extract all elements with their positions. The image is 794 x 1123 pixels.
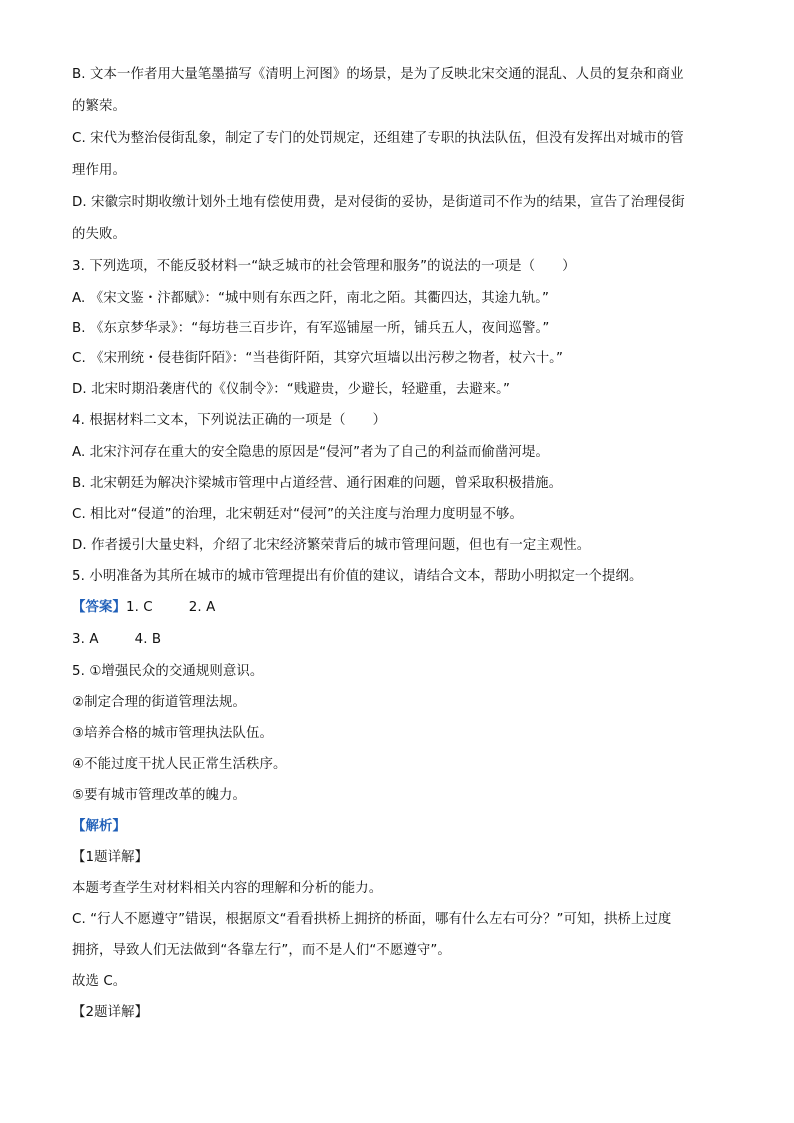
q3-option-a: A. 《宋文鉴・汴都赋》：“城中则有东西之阡，南北之陌。其衢四达，其途九轨。” — [72, 291, 550, 306]
answer-row-1 — [72, 599, 215, 617]
detail-1-line-3: 拥挤，导致人们无法做到“各靠左行”，而不是人们“不愿遵守”。 — [72, 943, 451, 958]
analysis-label: 【解析】 — [72, 819, 126, 834]
q4-option-d: D. 作者援引大量史料，介绍了北宋经济繁荣背后的城市管理问题，但也有一定主观性。 — [72, 538, 591, 553]
option-d-line-1: D. 宋徽宗时期收缴计划外土地有偿使用费，是对侵街的妥协，是街道司不作为的结果，宣告了治理侵街 — [72, 195, 685, 210]
question-3: 3. 下列选项，不能反驳材料一“缺乏城市的社会管理和服务”的说法的一项是（ ） — [72, 259, 576, 274]
detail-1-line-4: 故选 C。 — [72, 974, 127, 989]
answer-label: 【答案】 — [72, 600, 126, 615]
answer-row-2 — [72, 631, 161, 649]
answer-q5-item-4: ④不能过度干扰人民正常生活秩序。 — [72, 757, 287, 772]
option-b-line-1: B. 文本一作者用大量笔墨描写《清明上河图》的场景，是为了反映北宋交通的混乱、人员的复杂和商业 — [72, 67, 684, 82]
detail-1-line-1: 本题考查学生对材料相关内容的理解和分析的能力。 — [72, 881, 383, 896]
q3-option-c: C. 《宋刑统・侵巷街阡陌》：“当巷街阡陌，其穿穴垣墙以出污秽之物者，杖六十。” — [72, 351, 564, 366]
q4-option-b: B. 北宋朝廷为解决汴梁城市管理中占道经营、通行困难的问题，曾采取积极措施。 — [72, 476, 563, 491]
detail-1-title: 【1题详解】 — [72, 850, 149, 865]
answer-q3: 3. A — [72, 632, 99, 647]
answer-q4: 4. B — [134, 632, 162, 647]
option-d-line-2: 的失败。 — [72, 227, 126, 242]
answer-q2: 2. A — [188, 600, 216, 615]
option-c-line-1: C. 宋代为整治侵街乱象，制定了专门的处罚规定，还组建了专职的执法队伍，但没有发挥出对城市的管 — [72, 131, 684, 146]
answer-q5-item-5: ⑤要有城市管理改革的魄力。 — [72, 788, 246, 803]
detail-2-title: 【2题详解】 — [72, 1005, 149, 1020]
answer-q5-item-2: ②制定合理的街道管理法规。 — [72, 695, 246, 710]
answer-q5-item-3: ③培养合格的城市管理执法队伍。 — [72, 726, 273, 741]
q3-option-b: B. 《东京梦华录》：“每坊巷三百步许，有军巡铺屋一所，铺兵五人，夜间巡警。” — [72, 321, 550, 336]
question-4: 4. 根据材料二文本，下列说法正确的一项是（ ） — [72, 413, 387, 428]
answer-q5-item-1: 5. ①增强民众的交通规则意识。 — [72, 664, 264, 679]
q4-option-c: C. 相比对“侵道”的治理，北宋朝廷对“侵河”的关注度与治理力度明显不够。 — [72, 507, 524, 522]
option-b-line-2: 的繁荣。 — [72, 99, 126, 114]
answer-q1: 1. C — [125, 600, 153, 615]
option-c-line-2: 理作用。 — [72, 163, 126, 178]
q4-option-a: A. 北宋汴河存在重大的安全隐患的原因是“侵河”者为了自己的利益而偷凿河堤。 — [72, 445, 549, 460]
q3-option-d: D. 北宋时期沿袭唐代的《仪制令》：“贱避贵，少避长，轻避重，去避来。” — [72, 382, 511, 397]
detail-1-line-2: C. “行人不愿遵守”错误，根据原文“看看拱桥上拥挤的桥面，哪有什么左右可分？”可知，拱桥上过度 — [72, 912, 672, 927]
question-5: 5. 小明准备为其所在城市的城市管理提出有价值的建议，请结合文本，帮助小明拟定一个提纲。 — [72, 569, 643, 584]
